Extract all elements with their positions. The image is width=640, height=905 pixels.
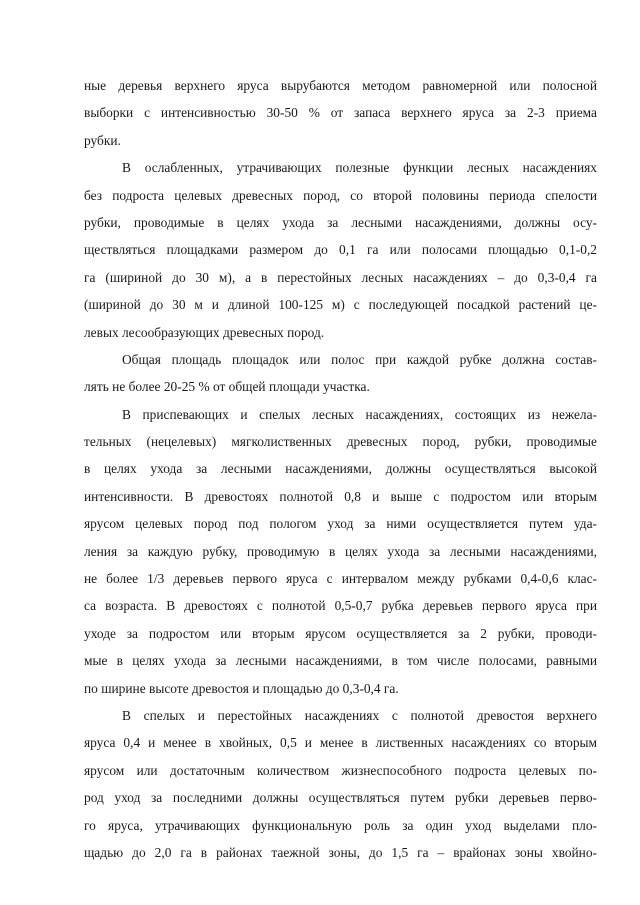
- paragraph: [84, 702, 597, 866]
- text-line: лять не более 20-25 % от общей площади участка.: [84, 379, 370, 395]
- text-line: яруса 0,4 и менее в хвойных, 0,5 и менее в лиственных насаждениях со вторым: [84, 735, 597, 751]
- text-line: ярусом или достаточным количеством жизнеспособного подроста целевых по-: [84, 762, 597, 778]
- text-line: ществляться площадками размером до 0,1 га или полосами площадью 0,1-0,2: [84, 242, 597, 258]
- paragraph: [84, 346, 597, 401]
- text-line: го яруса, утрачивающих функциональную роль за один уход выделами пло-: [84, 817, 597, 833]
- text-line: щадью до 2,0 га в районах таежной зоны, до 1,5 га – врайонах зоны хвойно-: [84, 844, 597, 860]
- text-line: рубки.: [84, 132, 121, 148]
- text-line: са возраста. В древостоях с полнотой 0,5-0,7 рубка деревьев первого яруса при: [84, 598, 597, 614]
- paragraph: [84, 401, 597, 702]
- text-line: не более 1/3 деревьев первого яруса с интервалом между рубками 0,4-0,6 клас-: [84, 571, 597, 587]
- text-line: Общая площадь площадок или полос при каждой рубке должна состав-: [122, 351, 597, 367]
- text-line: тельных (нецелевых) мягколиственных древесных пород, рубки, проводимые: [84, 434, 597, 450]
- text-line: род уход за последними должны осуществляться путем рубки деревьев перво-: [84, 790, 597, 806]
- document-body: [84, 72, 597, 866]
- text-line: левых лесообразующих древесных пород.: [84, 324, 325, 340]
- text-line: (шириной до 30 м и длиной 100-125 м) с последующей посадкой растений це-: [84, 297, 597, 313]
- paragraph: [84, 72, 597, 154]
- text-line: мые в целях ухода за лесными насаждениями, в том числе полосами, равными: [84, 653, 597, 669]
- text-line: без подроста целевых древесных пород, со второй половины периода спелости: [84, 187, 597, 203]
- text-line: ления за каждую рубку, проводимую в целях ухода за лесными насаждениями,: [84, 543, 597, 559]
- text-line: В приспевающих и спелых лесных насаждениях, состоящих из нежела-: [122, 406, 597, 422]
- text-line: по ширине высоте древостоя и площадью до 0,3-0,4 га.: [84, 680, 399, 696]
- text-line: га (шириной до 30 м), а в перестойных лесных насаждениях – до 0,3-0,4 га: [84, 269, 597, 285]
- text-line: В ослабленных, утрачивающих полезные функции лесных насаждениях: [122, 160, 597, 176]
- text-line: ярусом целевых пород под пологом уход за ними осуществляется путем уда-: [84, 516, 597, 532]
- text-line: ные деревья верхнего яруса вырубаются методом равномерной или полосной: [84, 78, 597, 93]
- text-line: выборки с интенсивностью 30-50 % от запаса верхнего яруса за 2-3 приема: [84, 105, 597, 121]
- text-line: интенсивности. В древостоях полнотой 0,8 и выше с подростом или вторым: [84, 488, 597, 504]
- text-line: рубки, проводимые в целях ухода за лесными насаждениями, должны осу-: [84, 214, 597, 230]
- paragraph: [84, 154, 597, 346]
- text-line: в целях ухода за лесными насаждениями, должны осуществляться высокой: [84, 461, 597, 477]
- text-line: В спелых и перестойных насаждениях с полнотой древостоя верхнего: [122, 707, 597, 723]
- text-line: уходе за подростом или вторым ярусом осуществляется за 2 рубки, проводи-: [84, 625, 597, 641]
